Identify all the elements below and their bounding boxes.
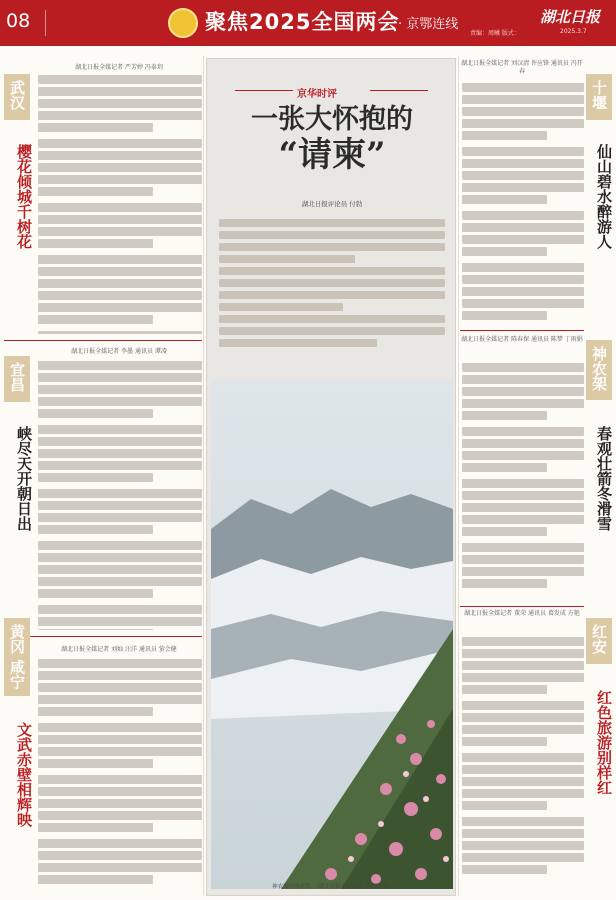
headline-shiyan: 仙山碧水醉游人 <box>595 143 613 249</box>
feature-title-line-1: 一张大怀抱的 <box>251 104 413 135</box>
feature-body <box>219 215 445 363</box>
byline-shiyan: 湖北日报全媒记者 刘汉清 许应锋 通讯员 冯开春 <box>461 60 583 75</box>
feature-author: 湖北日报评论员 付勃 <box>301 200 363 208</box>
mountain-flowers-photo <box>211 379 453 889</box>
headline-wuhan: 樱花倾城千树花 <box>15 143 33 249</box>
photo-caption: 神农顶杜鹃花海。（湖北日报全媒记者 李坪伊 摄） <box>272 884 394 890</box>
article-body-huanggang <box>38 656 202 894</box>
place-tag-yichang: 宜昌 <box>4 356 30 402</box>
national-emblem-icon <box>168 8 198 38</box>
page-number: 08 <box>6 10 46 36</box>
newspaper-logo: 湖北日报 <box>540 8 601 26</box>
place-tag-shiyan: 十堰 <box>586 74 612 120</box>
section-divider <box>4 636 202 637</box>
column-divider <box>203 56 204 896</box>
page-header <box>0 0 616 46</box>
article-body-yichang <box>38 358 202 630</box>
section-title: 聚焦2025全国两会 <box>205 10 400 34</box>
headline-shennongjia: 春观壮箭冬滑雪 <box>595 425 613 531</box>
headline-huanggang: 文武赤壁相辉映 <box>15 721 33 827</box>
place-tag-huanggang-xianning: 黄冈 咸宁 <box>4 618 30 696</box>
feature-title-line-2: “请柬” <box>278 135 386 175</box>
ornament-line <box>235 90 293 91</box>
editor-meta: 责编：周曦 版式： <box>470 30 520 37</box>
section-divider <box>460 330 584 331</box>
headline-yichang: 峡尽天开朝日出 <box>15 425 33 531</box>
article-body-shennongjia <box>462 360 584 608</box>
byline-wuhan: 湖北日报全媒记者 严芳婷 冯泰玥 <box>75 64 163 71</box>
column-divider <box>458 56 459 896</box>
byline-shennongjia: 湖北日报全媒记者 陈春保 通讯员 陈梦 丁雨娟 <box>461 336 583 343</box>
byline-yichang: 湖北日报全媒记者 李墨 通讯员 谭凌 <box>71 348 167 355</box>
article-body-shiyan <box>462 80 584 322</box>
place-tag-shennongjia: 神农架 <box>586 340 612 400</box>
issue-date: 2025.3.7 <box>560 28 587 35</box>
article-body-hongan <box>462 634 584 894</box>
headline-hongan: 红色旅游别样红 <box>595 689 613 795</box>
place-tag-wuhan: 武汉 <box>4 74 30 120</box>
feature-title <box>207 105 457 175</box>
place-tag-hongan: 红安 <box>586 618 612 664</box>
byline-hongan: 湖北日报全媒记者 董荣 通讯员 葛发成 方艳 <box>464 610 580 617</box>
feature-commentary <box>206 58 456 896</box>
article-body-wuhan <box>38 72 202 334</box>
section-divider <box>4 340 202 341</box>
column-label: 京华时评 <box>297 89 337 100</box>
section-subtitle: · 京鄂连线 <box>398 17 459 32</box>
ornament-line <box>370 90 428 91</box>
byline-huanggang: 湖北日报全媒记者 刘灿 汪洋 通讯员 萤会健 <box>61 646 177 653</box>
section-divider <box>460 606 584 607</box>
